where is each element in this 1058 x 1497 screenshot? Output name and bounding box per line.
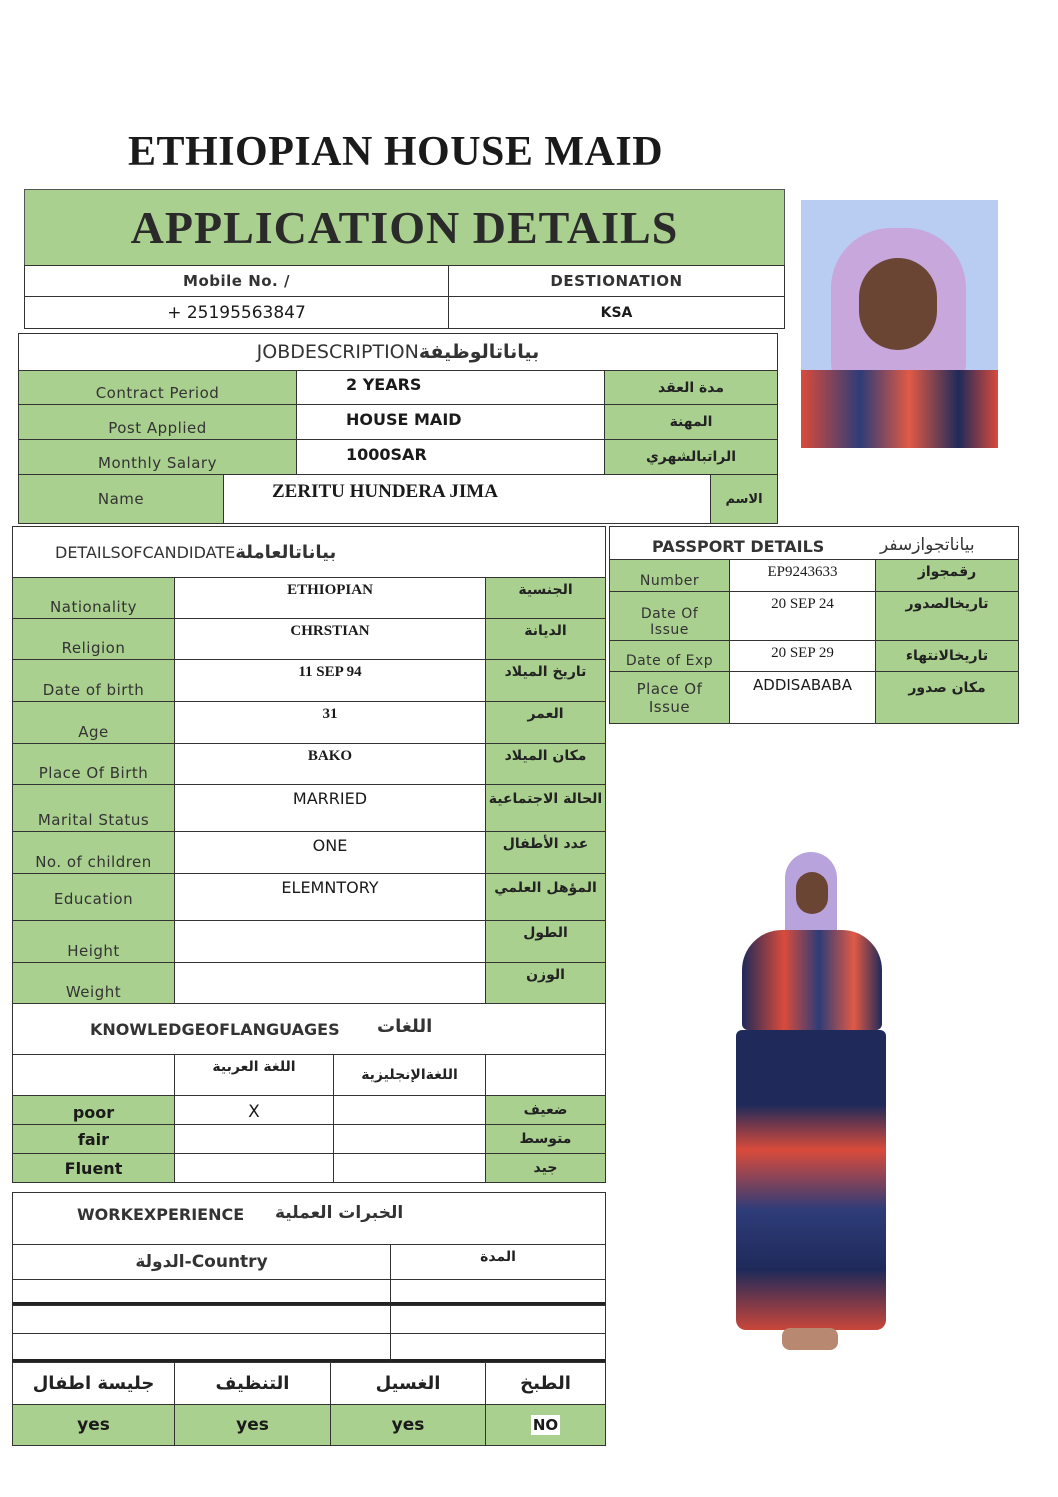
passport-label [609, 591, 730, 641]
passport-label-ar [875, 591, 1019, 641]
passport-label-ar-text: رقمجواز [917, 564, 977, 580]
job-value [296, 370, 605, 405]
skill-washing [330, 1362, 486, 1405]
passport-value-text: 20 SEP 29 [771, 645, 834, 661]
passport-label [609, 671, 730, 724]
candidate-label [12, 873, 175, 921]
job-label [18, 370, 297, 405]
candidate-value [174, 577, 486, 619]
candidate-label-ar [485, 743, 606, 785]
languages-heading [12, 1003, 606, 1055]
candidate-value [174, 659, 486, 702]
body-feet [782, 1328, 838, 1350]
destination-value-text: KSA [600, 304, 633, 321]
candidate-value-text: MARRIED [292, 789, 368, 808]
portrait-photo [801, 200, 998, 448]
candidate-label-text: Education [53, 890, 134, 908]
candidate-label-ar [485, 962, 606, 1004]
passport-value-text: EP9243633 [767, 564, 838, 580]
candidate-label-text: No. of children [35, 853, 152, 871]
candidate-value-text: ELEMNTORY [281, 878, 379, 897]
name-label [18, 474, 224, 524]
passport-value [729, 671, 876, 724]
body-face [796, 872, 828, 914]
candidate-value-text: ONE [312, 836, 348, 855]
destination-label [448, 265, 785, 297]
language-level-ar-text: جيد [533, 1160, 558, 1176]
skill-childcare-value [12, 1404, 175, 1446]
candidate-value [174, 743, 486, 785]
languages-heading-en: KNOWLEDGEOFLANGUAGES [90, 1020, 340, 1039]
col-country-text: الدولة-Country [135, 1252, 268, 1272]
candidate-label [12, 659, 175, 702]
language-arabic-mark [174, 1124, 334, 1154]
mobile-label-text: Mobile No. / [183, 272, 290, 290]
passport-label-text: Date of Exp [625, 653, 714, 669]
language-arabic-mark [174, 1153, 334, 1183]
candidate-label-ar [485, 784, 606, 832]
col-arabic-language-text: اللغة العربية [212, 1059, 296, 1075]
candidate-label [12, 743, 175, 785]
portrait-dress [801, 370, 998, 448]
destination-label-text: DESTIONATION [550, 272, 683, 290]
experience-row-empty [12, 1305, 391, 1334]
passport-label-text: Number [639, 573, 700, 589]
candidate-label-text: Religion [61, 639, 126, 657]
experience-row-empty [390, 1279, 606, 1305]
col-duration [390, 1244, 606, 1280]
language-arabic-mark-text: X [248, 1102, 260, 1122]
candidate-label-ar [485, 831, 606, 874]
candidate-label [12, 577, 175, 619]
candidate-label-ar-text: الديانة [524, 623, 567, 639]
page-title: ETHIOPIAN HOUSE MAID [128, 129, 664, 175]
candidate-label-ar-text: العمر [527, 706, 564, 722]
experience-row-empty [12, 1279, 391, 1305]
full-body-photo [730, 850, 890, 1360]
passport-heading [609, 526, 1019, 560]
skill-cleaning-value-text: yes [236, 1415, 269, 1435]
candidate-label-ar-text: الحالة الاجتماعية [488, 791, 603, 807]
candidate-label-ar-text: مكان الميلاد [504, 748, 587, 764]
candidate-value-text: 31 [322, 706, 338, 722]
job-label-ar [604, 404, 778, 440]
name-value [223, 474, 711, 524]
candidate-label-text: Height [67, 942, 120, 960]
body-dress-top [742, 930, 882, 1030]
skill-cooking [485, 1362, 606, 1405]
language-level-ar [485, 1124, 606, 1154]
languages-header-empty-right [485, 1054, 606, 1096]
experience-row-empty [390, 1333, 606, 1362]
language-english-mark [333, 1153, 486, 1183]
col-english-language [333, 1054, 486, 1096]
mobile-value [24, 296, 449, 329]
passport-label-ar [875, 671, 1019, 724]
col-arabic-language [174, 1054, 334, 1096]
languages-header-empty [12, 1054, 175, 1096]
language-level-ar [485, 1153, 606, 1183]
experience-row-empty [390, 1305, 606, 1334]
candidate-label [12, 784, 175, 832]
candidate-heading [12, 526, 606, 578]
destination-value [448, 296, 785, 329]
mobile-value-text: + 25195563847 [167, 302, 306, 323]
passport-label-text: Date Of Issue [640, 606, 699, 638]
job-value-text: 2 YEARS [346, 375, 422, 394]
passport-label-ar-text: تاريخالصدور [905, 596, 989, 612]
job-label-text: Monthly Salary [98, 454, 217, 472]
experience-row-empty [12, 1333, 391, 1362]
name-value-text: ZERITU HUNDERA JIMA [272, 481, 498, 502]
passport-label-ar-text: مكان صدور [908, 680, 986, 696]
candidate-label-ar-text: عدد الأطفال [502, 836, 589, 852]
candidate-value-text: 11 SEP 94 [298, 664, 362, 680]
candidate-label [12, 920, 175, 963]
skill-childcare-value-text: yes [77, 1415, 110, 1435]
candidate-value [174, 784, 486, 832]
job-heading-en: JOBDESCRIPTION [256, 341, 419, 363]
passport-value [729, 640, 876, 672]
passport-value-text: 20 SEP 24 [771, 596, 834, 612]
language-level-text: fair [77, 1129, 110, 1149]
skill-cleaning-text: التنظيف [215, 1373, 290, 1394]
application-details-text: APPLICATION DETAILS [130, 202, 679, 253]
language-level [12, 1095, 175, 1125]
passport-label [609, 640, 730, 672]
passport-value [729, 559, 876, 592]
candidate-label [12, 831, 175, 874]
language-english-mark [333, 1095, 486, 1125]
candidate-label-text: Nationality [50, 598, 137, 616]
job-label [18, 404, 297, 440]
candidate-label [12, 701, 175, 744]
candidate-label-ar-text: تاريخ الميلاد [504, 664, 587, 680]
passport-heading-ar: بياناتجوازسفر [880, 535, 975, 555]
job-label-ar [604, 439, 778, 475]
candidate-label-ar-text: الطول [523, 925, 568, 941]
candidate-value [174, 962, 486, 1004]
portrait-face [859, 258, 937, 350]
candidate-label [12, 618, 175, 660]
candidate-label-text: Weight [65, 983, 122, 1001]
skill-childcare [12, 1362, 175, 1405]
mobile-label [24, 265, 449, 297]
col-duration-text: المدة [480, 1249, 516, 1265]
language-arabic-mark [174, 1095, 334, 1125]
candidate-label [12, 962, 175, 1004]
job-label [18, 439, 297, 475]
work-experience-heading-en: WORKEXPERIENCE [77, 1205, 245, 1224]
candidate-value [174, 701, 486, 744]
job-value [296, 404, 605, 440]
job-heading-ar: بياناتالوظيفة [418, 341, 540, 363]
candidate-value-text: ETHIOPIAN [287, 582, 373, 598]
language-level-ar-text: متوسط [519, 1131, 572, 1147]
skill-cooking-text: الطبخ [520, 1373, 571, 1394]
candidate-label-ar-text: الجنسية [518, 582, 573, 598]
job-label-ar [604, 370, 778, 405]
candidate-label-ar [485, 873, 606, 921]
skill-cooking-value [485, 1404, 606, 1446]
language-level-text: Fluent [64, 1158, 123, 1178]
candidate-label-ar [485, 618, 606, 660]
language-level [12, 1124, 175, 1154]
work-experience-heading-ar: الخبرات العملية [275, 1203, 404, 1223]
candidate-label-ar-text: المؤهل العلمي [494, 880, 597, 896]
candidate-label-ar-text: الوزن [526, 967, 565, 983]
candidate-label-ar [485, 659, 606, 702]
skill-washing-value [330, 1404, 486, 1446]
skill-washing-text: الغسيل [375, 1373, 441, 1394]
language-english-mark [333, 1124, 486, 1154]
job-label-ar-text: مدة العقد [658, 379, 725, 396]
skill-cleaning-value [174, 1404, 331, 1446]
candidate-label-text: Age [78, 723, 109, 741]
job-value [296, 439, 605, 475]
passport-value-text: ADDISABABA [753, 676, 852, 694]
candidate-value-text: CHRSTIAN [290, 623, 370, 639]
job-label-ar-text: الراتبالشهري [645, 449, 737, 465]
work-experience-heading [12, 1192, 606, 1245]
col-english-language-text: اللغةالإنجليزية [361, 1067, 458, 1083]
passport-heading-en: PASSPORT DETAILS [652, 537, 825, 556]
language-level-text: poor [72, 1102, 115, 1122]
candidate-label-ar [485, 920, 606, 963]
candidate-label-text: Place Of Birth [38, 764, 149, 782]
skill-washing-value-text: yes [391, 1415, 425, 1435]
body-dress-skirt [736, 1030, 886, 1330]
candidate-label-ar [485, 701, 606, 744]
candidate-value [174, 873, 486, 921]
skill-childcare-text: جليسة اطفال [32, 1373, 155, 1394]
candidate-heading-en: DETAILSOFCANDIDATE [55, 542, 236, 562]
languages-heading-ar: اللغات [377, 1016, 433, 1037]
application-details-title [24, 189, 785, 266]
passport-label-ar [875, 559, 1019, 592]
name-label-ar-text: الاسم [725, 491, 763, 507]
candidate-value [174, 920, 486, 963]
job-value-text: HOUSE MAID [346, 410, 462, 429]
candidate-label-ar [485, 577, 606, 619]
skill-cleaning [174, 1362, 331, 1405]
col-country [12, 1244, 391, 1280]
job-value-text: 1000SAR [346, 445, 427, 464]
passport-label-ar-text: تاريخالانتهاء [905, 648, 989, 664]
job-label-text: Contract Period [95, 384, 220, 402]
candidate-value [174, 831, 486, 874]
name-label-ar [710, 474, 778, 524]
language-level-ar [485, 1095, 606, 1125]
candidate-label-text: Marital Status [37, 811, 150, 829]
language-level [12, 1153, 175, 1183]
job-label-ar-text: المهنة [669, 414, 713, 430]
skill-cooking-value-text: NO [532, 1416, 559, 1434]
candidate-label-text: Date of birth [42, 681, 145, 699]
job-description-heading [18, 333, 778, 371]
passport-label-text: Place Of Issue [636, 679, 703, 716]
passport-value [729, 591, 876, 641]
language-level-ar-text: ضعيف [523, 1102, 568, 1118]
job-label-text: Post Applied [108, 419, 207, 437]
passport-label [609, 559, 730, 592]
candidate-value-text: BAKO [307, 748, 353, 764]
name-label-text: Name [97, 490, 145, 508]
candidate-heading-ar: بياناتالعاملة [235, 541, 337, 563]
passport-label-ar [875, 640, 1019, 672]
candidate-value [174, 618, 486, 660]
